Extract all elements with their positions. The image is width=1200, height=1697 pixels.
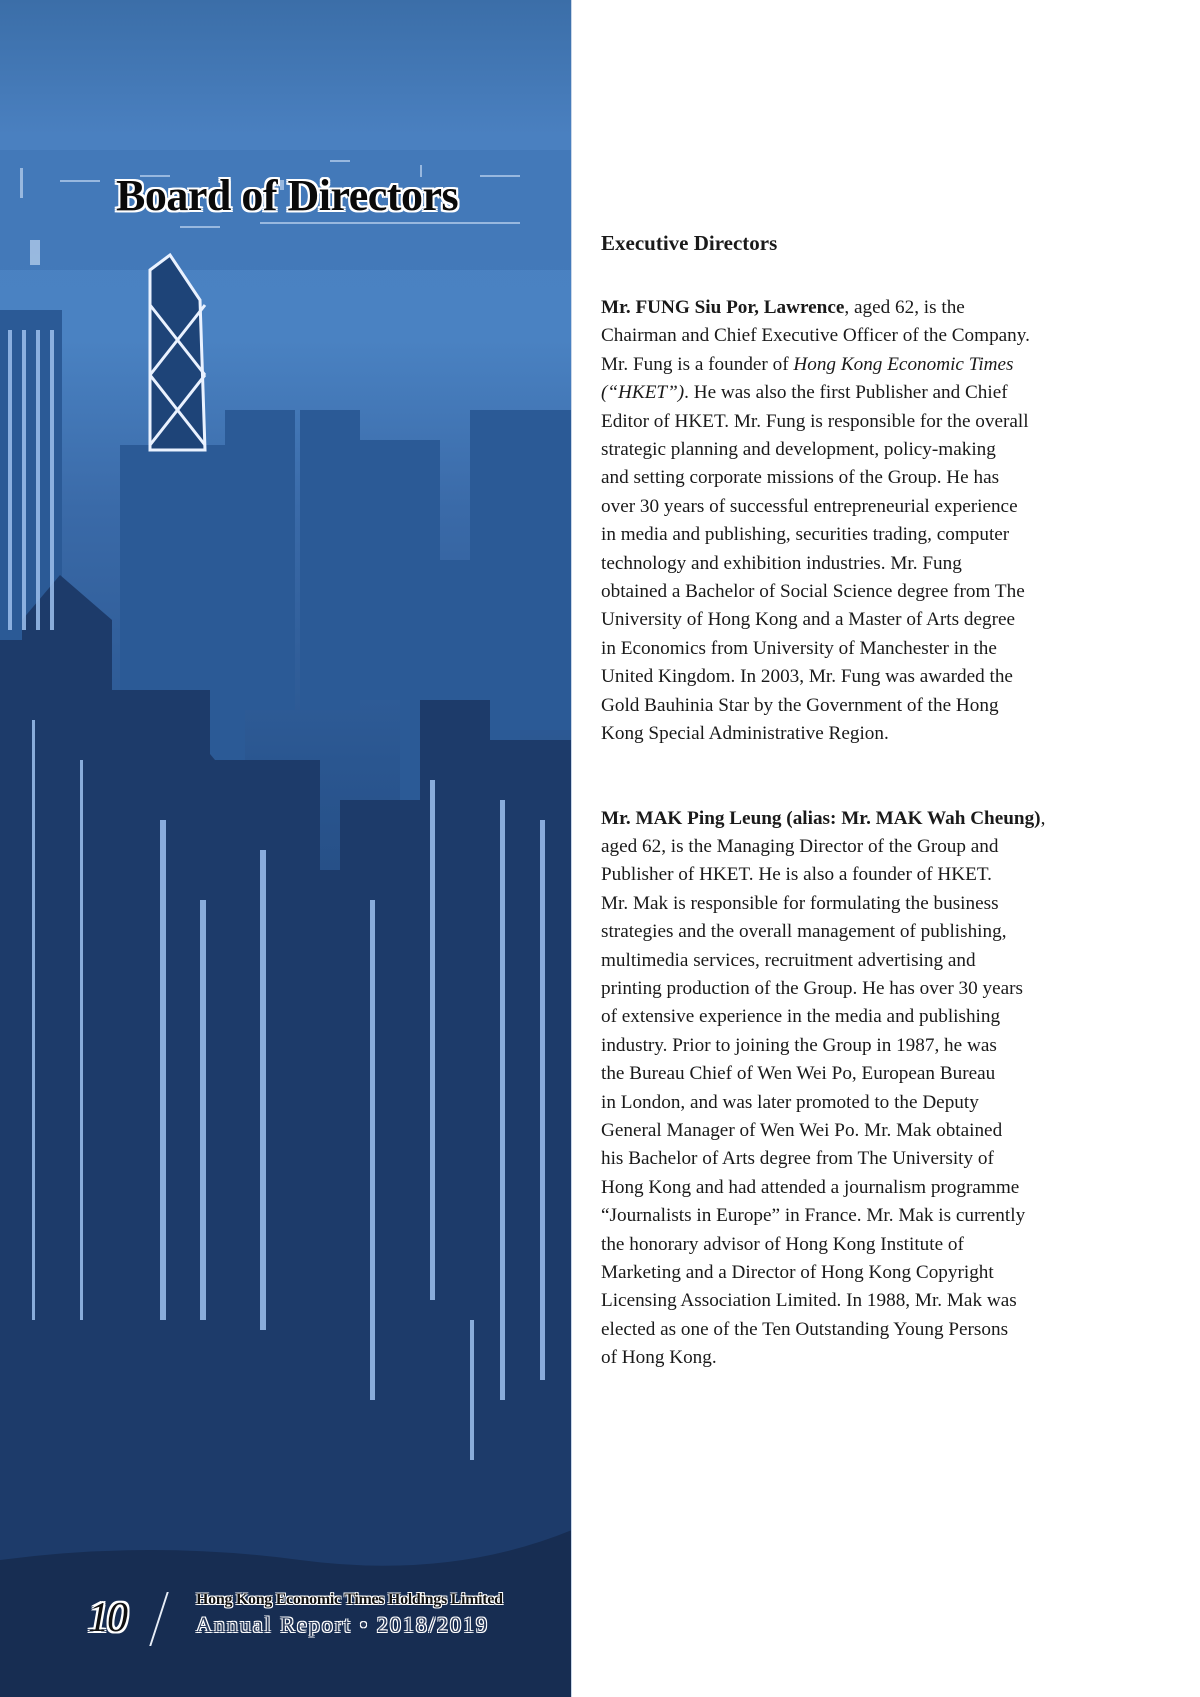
bio-line: printing production of the Group. He has over 30 years <box>601 977 1024 999</box>
director-bio-fung <box>601 294 1121 749</box>
page-number: 10 <box>88 1595 126 1641</box>
bio-line: Mr. MAK Ping Leung (alias: Mr. MAK Wah Cheung), <box>601 807 1046 829</box>
bio-line: United Kingdom. In 2003, Mr. Fung was awarded the <box>601 666 1013 688</box>
publication-abbrev: (“HKET”) <box>601 382 685 404</box>
bio-line: strategic planning and development, policy-making <box>601 439 996 461</box>
bio-line: Marketing and a Director of Hong Kong Copyright <box>601 1262 994 1283</box>
publication-name: Hong Kong Economic Times <box>793 353 1014 375</box>
bio-line: multimedia services, recruitment advertising and <box>601 949 976 971</box>
bio-line: University of Hong Kong and a Master of Arts degree <box>601 609 1016 631</box>
bio-line: Publisher of HKET. He is also a founder of HKET. <box>601 864 992 886</box>
bio-line: Editor of HKET. Mr. Fung is responsible for the overall <box>601 410 1029 432</box>
bio-line: strategies and the overall management of publishing, <box>601 921 1007 943</box>
bio-line: his Bachelor of Arts degree from The University of <box>601 1148 994 1170</box>
bio-line: the Bureau Chief of Wen Wei Po, European Bureau <box>601 1063 996 1085</box>
bio-line: in Economics from University of Manchester in the <box>601 637 997 659</box>
bio-line: over 30 years of successful entrepreneurial experience <box>601 495 1018 517</box>
city-skyline-photo-panel <box>0 0 572 1697</box>
director-name: Mr. FUNG Siu Por, Lawrence <box>601 297 845 318</box>
skyline-illustration <box>0 0 572 1697</box>
bio-line: in media and publishing, securities trading, computer <box>601 524 1010 546</box>
director-name: Mr. MAK Ping Leung (alias: Mr. MAK Wah Cheung) <box>601 807 1041 829</box>
bio-line: Mr. FUNG Siu Por, Lawrence, aged 62, is the <box>601 297 965 318</box>
director-bio-mak <box>601 805 1121 1373</box>
bio-line: in London, and was later promoted to the Deputy <box>601 1091 979 1113</box>
bio-line: of extensive experience in the media and publishing <box>601 1006 1001 1028</box>
bio-line: of Hong Kong. <box>601 1347 717 1369</box>
bio-line: and setting corporate missions of the Group. He has <box>601 467 1000 489</box>
bio-line: Chairman and Chief Executive Officer of the Company. <box>601 325 1030 347</box>
bio-line: Mr. Fung is a founder of Hong Kong Economic Times <box>601 353 1014 375</box>
main-content <box>601 228 1121 1373</box>
bio-line: Kong Special Administrative Region. <box>601 723 889 745</box>
bio-line: General Manager of Wen Wei Po. Mr. Mak obtained <box>601 1119 1003 1141</box>
bio-line: the honorary advisor of Hong Kong Institute of <box>601 1233 964 1255</box>
page-title: Board of Directors <box>116 171 459 220</box>
bio-line: aged 62, is the Managing Director of the Group and <box>601 835 999 857</box>
bio-line: obtained a Bachelor of Social Science degree from The <box>601 581 1025 603</box>
bio-line: Mr. Mak is responsible for formulating the business <box>601 892 999 914</box>
bio-line: “Journalists in Europe” in France. Mr. Mak is currently <box>601 1205 1026 1227</box>
bio-line: Licensing Association Limited. In 1988, Mr. Mak was <box>601 1290 1017 1312</box>
bio-line: Gold Bauhinia Star by the Government of the Hong <box>601 694 999 716</box>
section-heading: Executive Directors <box>601 231 778 255</box>
footer-report-title: Annual Report • 2018/2019 <box>196 1612 489 1637</box>
bio-line: elected as one of the Ten Outstanding Young Persons <box>601 1318 1009 1340</box>
bio-line: (“HKET”). He was also the first Publisher and Chief <box>601 382 1008 404</box>
bio-line: technology and exhibition industries. Mr. Fung <box>601 552 962 574</box>
bio-line: Hong Kong and had attended a journalism programme <box>601 1176 1020 1198</box>
bio-line: industry. Prior to joining the Group in 1987, he was <box>601 1034 997 1056</box>
footer-company-name: Hong Kong Economic Times Holdings Limited <box>196 1591 503 1608</box>
